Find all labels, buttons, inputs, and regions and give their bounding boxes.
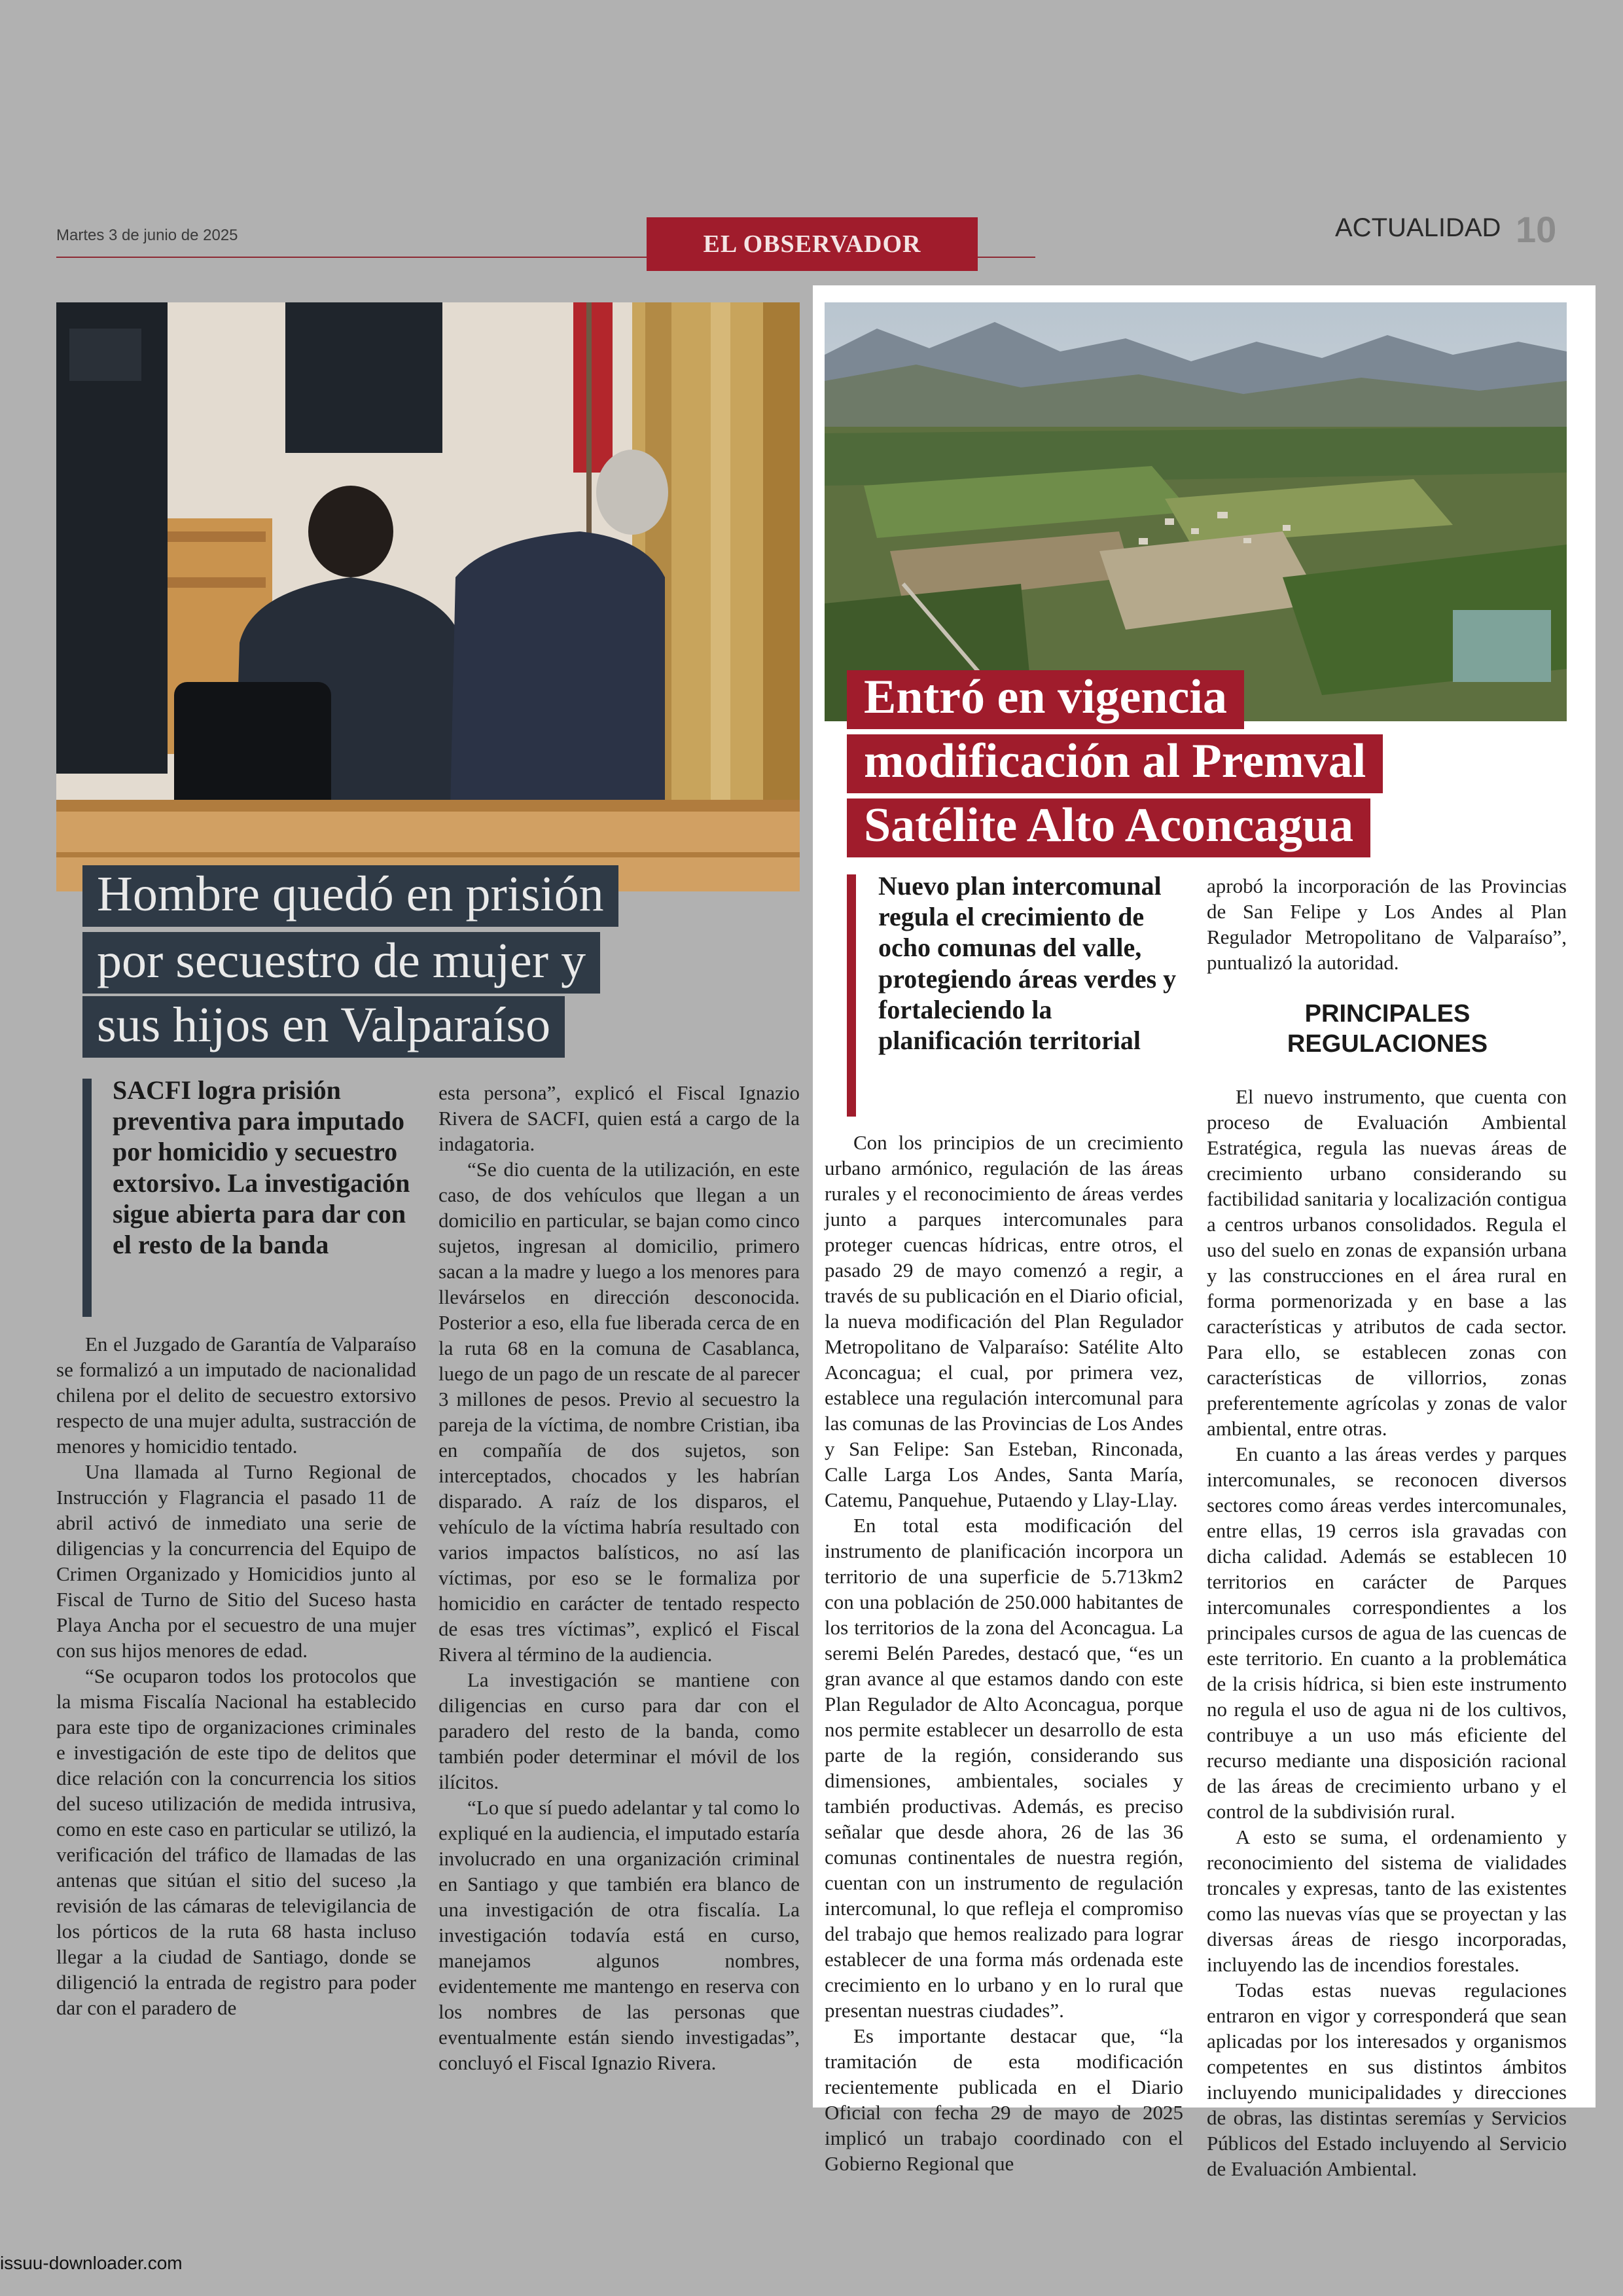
paragraph: esta persona”, explicó el Fiscal Ignazio Rivera de SACFI, quien está a cargo de la indagatoria. (438, 1081, 800, 1155)
paragraph: La investigación se mantiene con diligencias en curso para dar con el paradero del resto de la banda, como también poder determinar el móvil de los ilícitos. (438, 1668, 800, 1793)
paragraph: aprobó la incorporación de las Provincias de San Felipe y Los Andes al Plan Regulador Metropolitano de Valparaíso”, puntualizó la autoridad. (1207, 874, 1567, 974)
left-headline-line-3: sus hijos en Valparaíso (82, 996, 565, 1058)
left-article-col-1 (56, 1331, 416, 2020)
paragraph: El nuevo instrumento, que cuenta con proceso de Evaluación Ambiental Estratégica, regula las nuevas áreas de crecimiento urbano considerando su factibilidad sanitaria y localización contigua a centros urbanos consolidados. Regula el uso del suelo en zonas de expansión urbana y las construcciones en el área rural en forma pormenorizada y en base a las características y atributos de cada sector. Para ello, se establecen zonas con características de villorrios, zonas preferentemente agrícolas y zonas de valor ambiental, entre otras. (1207, 1085, 1567, 1440)
paragraph: En cuanto a las áreas verdes y parques intercomunales, se reconocen diversos sectores como áreas verdes intercomunales, entre ellas, 19 cerros isla gravadas con dicha calidad. Además se establecen 10 territorios en carácter de Parques intercomunales correspondientes a los principales cursos de agua de las cuencas de este territorio. En cuanto a la problemática de la crisis hídrica, si bien este instrumento no regula el uso de agua ni de los cultivos, contribuye a un uso más eficiente del recurso mediante una disposición racional de las áreas de crecimiento urbano y el control de la subdivisión rural. (1207, 1443, 1567, 1823)
section-title: ACTUALIDAD (1335, 213, 1501, 242)
right-article-col-1 (825, 1130, 1183, 2176)
paragraph: En el Juzgado de Garantía de Valparaíso se formalizó a un imputado de nacionalidad chilena por el delito de secuestro extorsivo respecto de una mujer adulta, sustracción de menores y homicidio tentado. (56, 1333, 416, 1458)
newspaper-logo: EL OBSERVADOR (647, 217, 978, 271)
paragraph: Con los principios de un crecimiento urbano armónico, regulación de las áreas rurales y el reconocimiento de áreas verdes junto a parques intercomunales para proteger cuencas hídricas, entre otros, el pasado 29 de mayo comenzó a regir, a través de su publicación en el Diario oficial, la nueva modificación del Plan Regulador Metropolitano de Valparaíso: Satélite Alto Aconcagua; el cual, por primera vez, establece una regulación intercomunal para las comunas de las Provincias de Los Andes y San Felipe: San Esteban, Rinconada, Calle Larga Los Andes, Santa María, Catemu, Panquehue, Putaendo y Llay-Llay. (825, 1131, 1183, 1511)
watermark-text: issuu-downloader.com (0, 2253, 183, 2273)
left-headline-line-1: Hombre quedó en prisión (82, 865, 618, 927)
right-deck: Nuevo plan intercomunal regula el crecimiento de ocho comunas del valle, protegiendo áreas verdes y fortaleciendo la planificación territorial (878, 871, 1177, 1055)
paragraph: A esto se suma, el ordenamiento y reconocimiento del sistema de vialidades troncales y expresas, tanto de las existentes como las nuevas vías que se proyectan y las diversas áreas de riesgo incorporadas, incluyendo las de incendios forestales. (1207, 1825, 1567, 1976)
paragraph: Todas estas nuevas regulaciones entraron en vigor y corresponderá que sean aplicadas por los interesados y organismos competentes en sus distintos ámbitos incluyendo municipalidades y direcciones de obras, las distintas seremías y Servicios Públicos del Estado incluyendo al Servicio de Evaluación Ambiental. (1207, 1979, 1567, 2180)
left-deck: SACFI logra prisión preventiva para imputado por homicidio y secuestro extorsivo. La investigación sigue abierta para dar con el resto de la banda (113, 1075, 410, 1259)
right-headline-line-3: Satélite Alto Aconcagua (847, 798, 1370, 857)
valley-aerial-photo (825, 302, 1567, 721)
right-article-col-2b (1207, 1084, 1567, 2181)
left-article-col-2 (438, 1080, 800, 2075)
left-deck-bar (82, 1079, 92, 1317)
page-number: 10 (1516, 209, 1557, 250)
paragraph: “Se ocuparon todos los protocolos que la misma Fiscalía Nacional ha establecido para este tipo de organizaciones criminales e investigación de este tipo de delitos que dice relación con la concurrencia los sitios del suceso utilización de medida intrusiva, como en este caso en particular se utilizó, la verificación del tráfico de llamadas de las antenas que sitúan el sitio del suceso ,la revisión de las cámaras de televigilancia de los pórticos de la ruta 68 hasta incluso llegar a la ciudad de Santiago, donde se diligenció la entrada de registro para poder dar con el paradero de (56, 1664, 416, 2019)
paragraph: Es importante destacar que, “la tramitación de esta modificación recientemente publicada en el Diario Oficial con fecha 29 de mayo de 2025 implicó un trabajo coordinado con el Gobierno Regional que (825, 2024, 1183, 2175)
right-headline-line-2: modificación al Premval (847, 734, 1383, 793)
issue-date: Martes 3 de junio de 2025 (56, 226, 238, 244)
section-subhead: PRINCIPALES REGULACIONES (1287, 1000, 1488, 1058)
courtroom-photo (56, 302, 800, 891)
right-article-col-2a (1207, 873, 1567, 975)
left-headline-line-2: por secuestro de mujer y (82, 932, 600, 994)
paragraph: En total esta modificación del instrumento de planificación incorpora un territorio de una superficie de 5.713km2 con una población de 250.000 habitantes de los territorios de la zona del Aconcagua. La seremi Belén Paredes, destacó que, “es un gran avance al que estamos dando con este Plan Regulador de Alto Aconcagua, porque nos permite establecer un desarrollo de esta parte de la región, considerando sus dimensiones, ambientales, sociales y también productivas. Además, es preciso señalar que desde ahora, 26 de las 36 comunas continentales de nuestra región, cuentan con un instrumento de regulación intercomunal, lo que refleja el compromiso del trabajo que hemos realizado para lograr establecer de una forma más ordenada este crecimiento en lo urbano y en lo rural que presentan nuestras ciudades”. (825, 1514, 1183, 2022)
paragraph: Una llamada al Turno Regional de Instrucción y Flagrancia el pasado 11 de abril activó de inmediato una serie de diligencias y la concurrencia del Equipo de Crimen Organizado y Homicidios junto al Fiscal de Turno de Sitio del Suceso hasta Playa Ancha por el secuestro de una mujer con sus hijos menores de edad. (56, 1460, 416, 1662)
paragraph: “Se dio cuenta de la utilización, en este caso, de dos vehículos que llegan a un domicilio en particular, se bajan como cinco sujetos, ingresan al domicilio, primero sacan a la madre y luego a los menores para llevárselos en dirección desconocida. Posterior a eso, ella fue liberada cerca de en la ruta 68 en la comuna de Casablanca, luego de un pago de un rescate de al parecer 3 millones de pesos. Previo al secuestro la pareja de la víctima, de nombre Cristian, iba en compañía de dos sujetos, son interceptados, chocados y les habrían disparado. A raíz de los disparos, el vehículo de la víctima habría resultado con varios impactos balísticos, no así las víctimas, por eso se le formaliza por homicidio en carácter de tentado respecto de esas tres víctimas”, explicó el Fiscal Rivera al término de la audiencia. (438, 1158, 800, 1666)
right-deck-bar (847, 874, 856, 1117)
paragraph: “Lo que sí puedo adelantar y tal como lo expliqué en la audiencia, el imputado estaría involucrado en una organización criminal en Santiago y que también era blanco de una investigación de otra fiscalía. La investigación todavía está en curso, manejamos algunos nombres, evidentemente me mantengo en reserva con los nombres de las personas que eventualmente están siendo investigadas”, concluyó el Fiscal Ignazio Rivera. (438, 1796, 800, 2074)
right-headline-line-1: Entró en vigencia (847, 670, 1244, 729)
